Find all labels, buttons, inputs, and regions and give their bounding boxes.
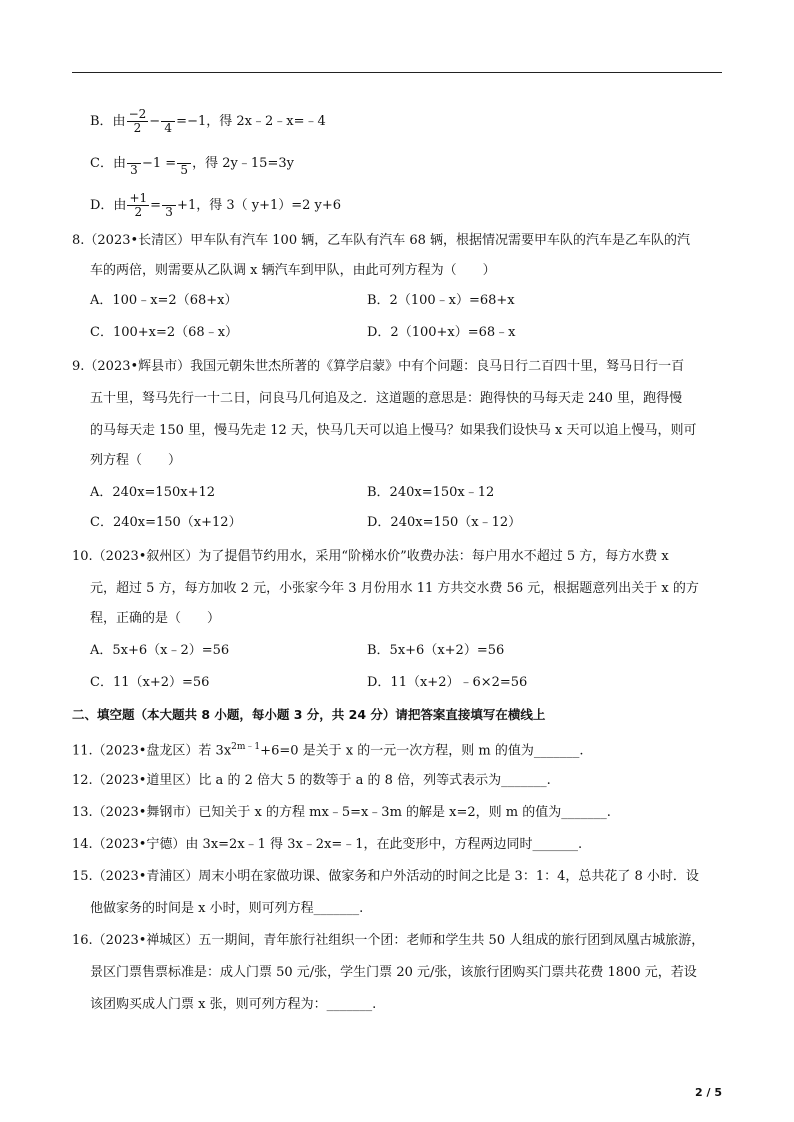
question-9-option-a: A．240x=150x+12 bbox=[90, 485, 216, 500]
question-10-option-c: C．11（x+2）=56 bbox=[90, 675, 210, 690]
question-9-option-c: C．240x=150（x+12） bbox=[90, 515, 242, 530]
question-11-text: 11.（2023•盘龙区）若 3x bbox=[72, 743, 232, 759]
question-10-line-2: 元，超过 5 方，每方加收 2 元，小张家今年 3 月份用水 11 方共交水费 56 元，根据题意列出关于 x 的方 bbox=[90, 581, 699, 596]
option-c-prefix: C．由 bbox=[90, 156, 126, 171]
question-11 bbox=[72, 738, 583, 760]
fraction-numerator: −2 bbox=[128, 107, 147, 121]
question-15-line-1: 15.（2023•青浦区）周末小明在家做功课、做家务和户外活动的时间之比是 3：1：4，总共花了 8 小时．设 bbox=[72, 869, 699, 884]
fraction bbox=[127, 108, 149, 135]
question-14: 14.（2023•宁德）由 3x=2x﹣1 得 3x﹣2x=﹣1，在此变形中，方程两边同时_______. bbox=[72, 837, 583, 852]
question-8-option-b: B．2（100﹣x）=68+x bbox=[367, 293, 515, 308]
question-13: 13.（2023•舞钢市）已知关于 x 的方程 mx﹣5=x﹣3m 的解是 x=2，则 m 的值为_______. bbox=[72, 805, 611, 820]
question-11-text-rest: +6=0 是关于 x 的一元一次方程，则 m 的值为_______. bbox=[260, 743, 584, 759]
fraction-denominator: 2 bbox=[133, 121, 142, 135]
fraction bbox=[127, 150, 141, 177]
question-9-option-d: D．240x=150（x﹣12） bbox=[367, 515, 522, 530]
fraction-numerator bbox=[161, 108, 175, 122]
option-b bbox=[90, 108, 326, 135]
question-9-line-2: 五十里，驽马先行一十二日，问良马几何追及之．这道题的意思是：跑得快的马每天走 240 里，跑得慢 bbox=[90, 391, 683, 406]
question-16-line-3: 该团购买成人门票 x 张，则可列方程为：_______. bbox=[90, 997, 377, 1012]
fraction-denominator: 3 bbox=[165, 205, 173, 219]
option-b-rest: =−1，得 2x﹣2﹣x=﹣4 bbox=[176, 114, 326, 129]
section-heading: 二、填空题（本大题共 8 小题，每小题 3 分，共 24 分）请把答案直接填写在横线上 bbox=[72, 707, 546, 722]
option-c-rest: ，得 2y﹣15=3y bbox=[192, 156, 294, 171]
question-9-option-b: B．240x=150x﹣12 bbox=[367, 485, 495, 500]
question-8-option-c: C．100+x=2（68﹣x） bbox=[90, 325, 239, 340]
option-c bbox=[90, 150, 294, 177]
fraction bbox=[161, 108, 175, 135]
fraction bbox=[177, 150, 191, 177]
fraction-numerator bbox=[177, 150, 191, 164]
question-16-line-2: 景区门票售票标准是：成人门票 50 元/张，学生门票 20 元/张，该旅行团购买门票共花费 1800 元，若设 bbox=[90, 965, 697, 980]
question-8-option-d: D．2（100+x）=68﹣x bbox=[367, 325, 516, 340]
question-10-line-1: 10.（2023•叙州区）为了提倡节约用水，采用“阶梯水价”收费办法：每户用水不超过 5 方，每方水费 x bbox=[72, 549, 669, 564]
page-number: 2 / 5 bbox=[695, 1086, 722, 1099]
question-15-line-2: 他做家务的时间是 x 小时，则可列方程_______. bbox=[90, 901, 364, 916]
option-d-rest: +1，得 3（ y+1）=2 y+6 bbox=[177, 198, 342, 213]
question-8-line-2: 车的两倍，则需要从乙队调 x 辆汽车到甲队，由此可列方程为（ ） bbox=[90, 263, 496, 278]
fraction bbox=[162, 192, 176, 219]
question-16-line-1: 16.（2023•禅城区）五一期间，青年旅行社组织一个团：老师和学生共 50 人组成的旅行团到凤凰古城旅游， bbox=[72, 933, 705, 948]
exponent: 2m﹣1 bbox=[231, 742, 261, 752]
question-8-option-a: A．100﹣x=2（68+x） bbox=[90, 293, 238, 308]
fraction-denominator: 2 bbox=[134, 205, 143, 219]
question-8-line-1: 8.（2023•长清区）甲车队有汽车 100 辆，乙车队有汽车 68 辆，根据情况需要甲车队的汽车是乙车队的汽 bbox=[72, 233, 691, 248]
option-b-prefix: B．由 bbox=[90, 114, 126, 129]
fraction-numerator bbox=[162, 192, 176, 206]
operator: −1 = bbox=[141, 156, 177, 171]
operator: − bbox=[149, 114, 161, 129]
fraction bbox=[127, 192, 149, 219]
fraction-numerator: +1 bbox=[129, 191, 148, 205]
question-10-option-a: A．5x+6（x﹣2）=56 bbox=[90, 643, 230, 658]
option-d bbox=[90, 192, 341, 219]
question-10-line-3: 程，正确的是（ ） bbox=[90, 611, 221, 626]
question-10-option-b: B．5x+6（x+2）=56 bbox=[367, 643, 505, 658]
operator: = bbox=[150, 198, 162, 213]
fraction-numerator bbox=[127, 150, 141, 164]
header-rule bbox=[72, 72, 722, 73]
question-12: 12.（2023•道里区）比 a 的 2 倍大 5 的数等于 a 的 8 倍，列等式表示为_______. bbox=[72, 773, 551, 788]
fraction-denominator: 4 bbox=[164, 121, 172, 135]
question-9-line-3: 的马每天走 150 里，慢马先走 12 天，快马几天可以追上慢马？如果我们设快马 x 天可以追上慢马，则可 bbox=[90, 423, 697, 438]
fraction-denominator: 3 bbox=[130, 163, 138, 177]
option-d-prefix: D．由 bbox=[90, 198, 127, 213]
question-10-option-d: D．11（x+2）﹣6×2=56 bbox=[367, 675, 528, 690]
question-9-line-1: 9.（2023•辉县市）我国元朝朱世杰所著的《算学启蒙》中有个问题：良马日行二百四十里，驽马日行一百 bbox=[72, 359, 685, 374]
fraction-denominator: 5 bbox=[180, 163, 188, 177]
question-9-line-4: 列方程（ ） bbox=[90, 453, 182, 468]
